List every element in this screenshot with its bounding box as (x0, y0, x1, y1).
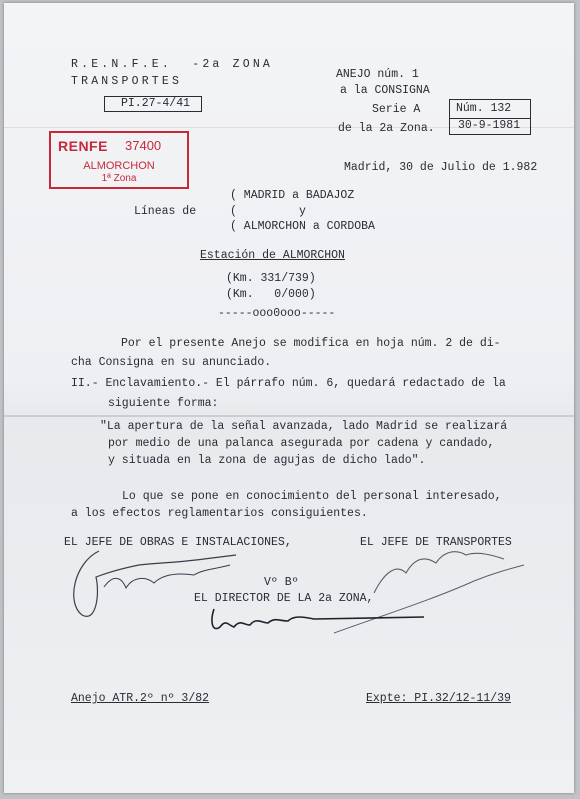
document-date: Madrid, 30 de Julio de 1.982 (344, 161, 538, 174)
body-paragraph-2a: II.- Enclavamiento.- El párrafo núm. 6, quedará redactado de la (71, 377, 506, 390)
signature-right (374, 552, 504, 593)
line-connector: ( y (230, 205, 306, 218)
consigna-number: Núm. 132 (456, 102, 512, 115)
signatory-left-title: EL JEFE DE OBRAS E INSTALACIONES, (64, 536, 292, 549)
stamp-zone: 1ª Zona (101, 173, 137, 184)
signature-center (212, 609, 424, 629)
vobo-label: Vº Bº (264, 576, 299, 589)
reference-number: PI.27-4/41 (121, 97, 191, 110)
director-title: EL DIRECTOR DE LA 2a ZONA, (194, 592, 374, 605)
annex-number: ANEJO núm. 1 (336, 68, 419, 81)
footer-annex-ref: Anejo ATR.2º nº 3/82 (71, 692, 210, 705)
consigna-date: 30-9-1981 (458, 119, 521, 132)
quote-line-1: "La apertura de la señal avanzada, lado Madrid se realizará (100, 420, 508, 433)
line-madrid-badajoz: ( MADRID a BADAJOZ (230, 189, 355, 202)
line-almorchon-cordoba: ( ALMORCHON a CORDOBA (230, 220, 375, 233)
body-paragraph-3a: Lo que se pone en conocimiento del personal interesado, (122, 490, 502, 503)
annex-series: Serie A (372, 103, 421, 116)
header-org: R.E.N.F.E. -2a ZONA (71, 58, 274, 71)
stamp-number: 37400 (125, 138, 162, 153)
header-department: TRANSPORTES (71, 75, 183, 88)
body-paragraph-1a: Por el presente Anejo se modifica en hoja núm. 2 de di- (121, 337, 501, 350)
signatory-right-title: EL JEFE DE TRANSPORTES (360, 536, 512, 549)
body-paragraph-1b: cha Consigna en su anunciado. (71, 356, 272, 369)
annex-zone: de la 2a Zona. (338, 122, 435, 135)
body-paragraph-2b: siguiente forma: (108, 397, 219, 410)
footer-file-ref: Expte: PI.32/12-11/39 (366, 692, 511, 705)
signature-left (74, 551, 236, 616)
lines-label: Líneas de (134, 205, 197, 218)
body-paragraph-3b: a los efectos reglamentarios consiguientes. (71, 507, 368, 520)
annex-consigna: a la CONSIGNA (340, 84, 430, 97)
document-page (4, 3, 574, 793)
station-km-2: (Km. 0/000) (226, 288, 316, 301)
signature-right-stroke (334, 565, 524, 633)
quote-line-3: y situada en la zona de agujas de dicho lado". (108, 454, 426, 467)
station-km-1: (Km. 331/739) (226, 272, 316, 285)
quote-line-2: por medio de una palanca asegurada por cadena y candado, (108, 437, 495, 450)
stamp-station: ALMORCHON (83, 160, 155, 172)
station-title: Estación de ALMORCHON (200, 249, 345, 262)
renfe-logo: RENFE (58, 138, 108, 154)
handwritten-signatures (4, 3, 574, 793)
divider: -----ooo0ooo----- (218, 307, 336, 320)
